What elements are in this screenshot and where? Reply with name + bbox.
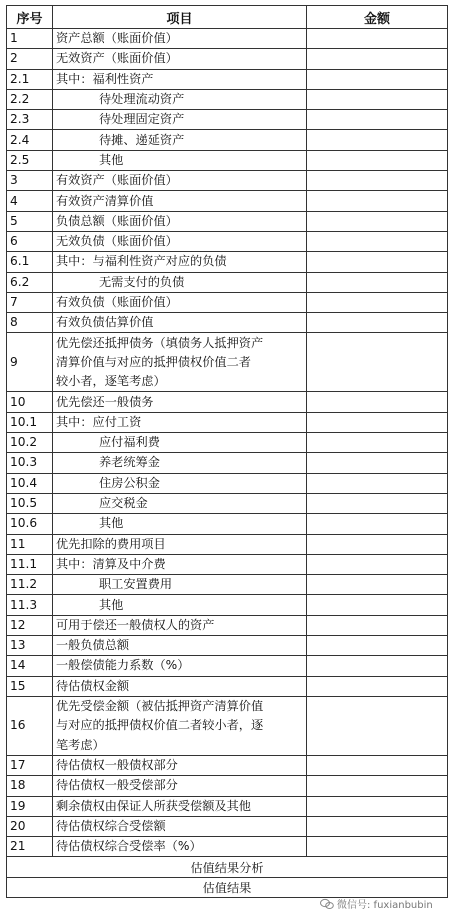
row-item: 有效负债估算价值 (53, 313, 307, 333)
table-row (7, 171, 448, 191)
row-item: 养老统筹金 (53, 453, 307, 473)
row-item: 待估债权一般受偿部分 (53, 776, 307, 796)
watermark-text: 微信号: fuxianbubin (337, 900, 433, 911)
row-item: 待处理流动资产 (53, 89, 307, 109)
row-item: 待估债权一般债权部分 (53, 755, 307, 775)
table-row (7, 392, 448, 412)
row-amount[interactable] (307, 313, 448, 333)
row-item: 其中：清算及中介费 (53, 554, 307, 574)
row-number: 17 (7, 755, 53, 775)
row-number: 6.2 (7, 272, 53, 292)
row-item: 有效资产清算价值 (53, 191, 307, 211)
table-row (7, 231, 448, 251)
table-row (7, 252, 448, 272)
row-item: 应交税金 (53, 493, 307, 513)
row-item: 优先扣除的费用项目 (53, 534, 307, 554)
table-row (7, 696, 448, 755)
row-amount[interactable] (307, 796, 448, 816)
table-row (7, 514, 448, 534)
row-number: 14 (7, 656, 53, 676)
row-amount[interactable] (307, 49, 448, 69)
table-row (7, 534, 448, 554)
row-amount[interactable] (307, 776, 448, 796)
row-number: 10.2 (7, 433, 53, 453)
row-number: 15 (7, 676, 53, 696)
table-row (7, 554, 448, 574)
row-item: 有效资产（账面价值） (53, 171, 307, 191)
row-item: 待估债权金额 (53, 676, 307, 696)
row-amount[interactable] (307, 231, 448, 251)
row-amount[interactable] (307, 676, 448, 696)
row-item: 其他 (53, 514, 307, 534)
row-number: 12 (7, 615, 53, 635)
row-number: 20 (7, 816, 53, 836)
row-number: 4 (7, 191, 53, 211)
table-row (7, 49, 448, 69)
row-amount[interactable] (307, 191, 448, 211)
row-item: 优先偿还一般债务 (53, 392, 307, 412)
row-item: 其他 (53, 150, 307, 170)
row-number: 10 (7, 392, 53, 412)
table-row (7, 89, 448, 109)
table-body (7, 29, 448, 857)
row-amount[interactable] (307, 595, 448, 615)
row-amount[interactable] (307, 534, 448, 554)
row-amount[interactable] (307, 493, 448, 513)
table-row (7, 796, 448, 816)
row-number: 5 (7, 211, 53, 231)
row-item: 无效资产（账面价值） (53, 49, 307, 69)
table-row (7, 656, 448, 676)
valuation-table (6, 5, 448, 898)
table-row (7, 433, 448, 453)
header-item: 项目 (53, 6, 307, 29)
row-number: 2 (7, 49, 53, 69)
row-amount[interactable] (307, 171, 448, 191)
row-amount[interactable] (307, 29, 448, 49)
table-row (7, 412, 448, 432)
table-row (7, 636, 448, 656)
footer-result-row (7, 877, 448, 897)
row-amount[interactable] (307, 636, 448, 656)
row-item: 无效负债（账面价值） (53, 231, 307, 251)
row-amount[interactable] (307, 473, 448, 493)
row-item: 应付福利费 (53, 433, 307, 453)
row-amount[interactable] (307, 89, 448, 109)
table-row (7, 453, 448, 473)
row-amount[interactable] (307, 575, 448, 595)
row-item: 一般负债总额 (53, 636, 307, 656)
row-amount[interactable] (307, 252, 448, 272)
row-number: 2.1 (7, 69, 53, 89)
table-row (7, 473, 448, 493)
row-number: 11 (7, 534, 53, 554)
row-amount[interactable] (307, 554, 448, 574)
row-item: 一般偿债能力系数（%） (53, 656, 307, 676)
row-amount[interactable] (307, 130, 448, 150)
row-number: 2.5 (7, 150, 53, 170)
table-row (7, 110, 448, 130)
header-amount: 金额 (307, 6, 448, 29)
row-item: 其他 (53, 595, 307, 615)
row-number: 10.6 (7, 514, 53, 534)
wechat-icon (320, 898, 334, 910)
row-item: 职工安置费用 (53, 575, 307, 595)
row-number: 11.3 (7, 595, 53, 615)
row-amount[interactable] (307, 292, 448, 312)
table-row (7, 755, 448, 775)
row-number: 6.1 (7, 252, 53, 272)
row-amount[interactable] (307, 615, 448, 635)
row-number: 3 (7, 171, 53, 191)
row-number: 11.1 (7, 554, 53, 574)
row-number: 2.4 (7, 130, 53, 150)
table-row (7, 595, 448, 615)
row-number: 19 (7, 796, 53, 816)
row-number: 10.4 (7, 473, 53, 493)
table-row (7, 130, 448, 150)
row-amount[interactable] (307, 433, 448, 453)
row-number: 2.3 (7, 110, 53, 130)
row-amount[interactable] (307, 392, 448, 412)
row-amount[interactable] (307, 211, 448, 231)
row-number: 6 (7, 231, 53, 251)
table-row (7, 313, 448, 333)
row-item: 资产总额（账面价值） (53, 29, 307, 49)
footer-result: 估值结果 (7, 877, 448, 897)
row-number: 11.2 (7, 575, 53, 595)
row-number: 21 (7, 837, 53, 857)
row-item: 待处理固定资产 (53, 110, 307, 130)
table-row (7, 493, 448, 513)
row-number: 8 (7, 313, 53, 333)
row-amount[interactable] (307, 69, 448, 89)
row-item: 负债总额（账面价值） (53, 211, 307, 231)
row-item: 有效负债（账面价值） (53, 292, 307, 312)
header-row (7, 6, 448, 29)
row-number: 1 (7, 29, 53, 49)
row-amount[interactable] (307, 837, 448, 857)
row-item: 剩余债权由保证人所获受偿额及其他 (53, 796, 307, 816)
row-item: 无需支付的负债 (53, 272, 307, 292)
row-number: 9 (7, 333, 53, 392)
header-no: 序号 (7, 6, 53, 29)
row-item: 住房公积金 (53, 473, 307, 493)
row-number: 10.5 (7, 493, 53, 513)
footer-analysis: 估值结果分析 (7, 857, 448, 877)
row-amount[interactable] (307, 272, 448, 292)
row-number: 10.3 (7, 453, 53, 473)
table-row (7, 816, 448, 836)
row-item: 待估债权综合受偿额 (53, 816, 307, 836)
table-row (7, 29, 448, 49)
row-number: 13 (7, 636, 53, 656)
row-item: 优先受偿金额（被估抵押资产清算价值 与对应的抵押债权价值二者较小者，逐 笔考虑） (53, 696, 307, 755)
row-amount[interactable] (307, 453, 448, 473)
row-amount[interactable] (307, 150, 448, 170)
row-amount[interactable] (307, 696, 448, 755)
row-number: 18 (7, 776, 53, 796)
row-amount[interactable] (307, 110, 448, 130)
row-item: 其中：与福利性资产对应的负债 (53, 252, 307, 272)
watermark (320, 896, 433, 911)
table-row (7, 191, 448, 211)
table-row (7, 575, 448, 595)
table-row (7, 150, 448, 170)
row-item: 优先偿还抵押债务（填债务人抵押资产 清算价值与对应的抵押债权价值二者 较小者，逐笔考虑） (53, 333, 307, 392)
row-item: 待摊、递延资产 (53, 130, 307, 150)
row-item: 其中：福利性资产 (53, 69, 307, 89)
table-row (7, 776, 448, 796)
table-row (7, 676, 448, 696)
row-number: 7 (7, 292, 53, 312)
row-number: 16 (7, 696, 53, 755)
row-amount[interactable] (307, 656, 448, 676)
row-amount[interactable] (307, 412, 448, 432)
row-item: 其中：应付工资 (53, 412, 307, 432)
row-number: 10.1 (7, 412, 53, 432)
row-number: 2.2 (7, 89, 53, 109)
row-amount[interactable] (307, 816, 448, 836)
row-item: 可用于偿还一般债权人的资产 (53, 615, 307, 635)
table-row (7, 615, 448, 635)
row-amount[interactable] (307, 755, 448, 775)
table-row (7, 211, 448, 231)
row-amount[interactable] (307, 333, 448, 392)
table-row (7, 272, 448, 292)
table-row (7, 69, 448, 89)
table-row (7, 292, 448, 312)
table-row (7, 837, 448, 857)
table-row (7, 333, 448, 392)
row-amount[interactable] (307, 514, 448, 534)
footer-analysis-row (7, 857, 448, 877)
row-item: 待估债权综合受偿率（%） (53, 837, 307, 857)
